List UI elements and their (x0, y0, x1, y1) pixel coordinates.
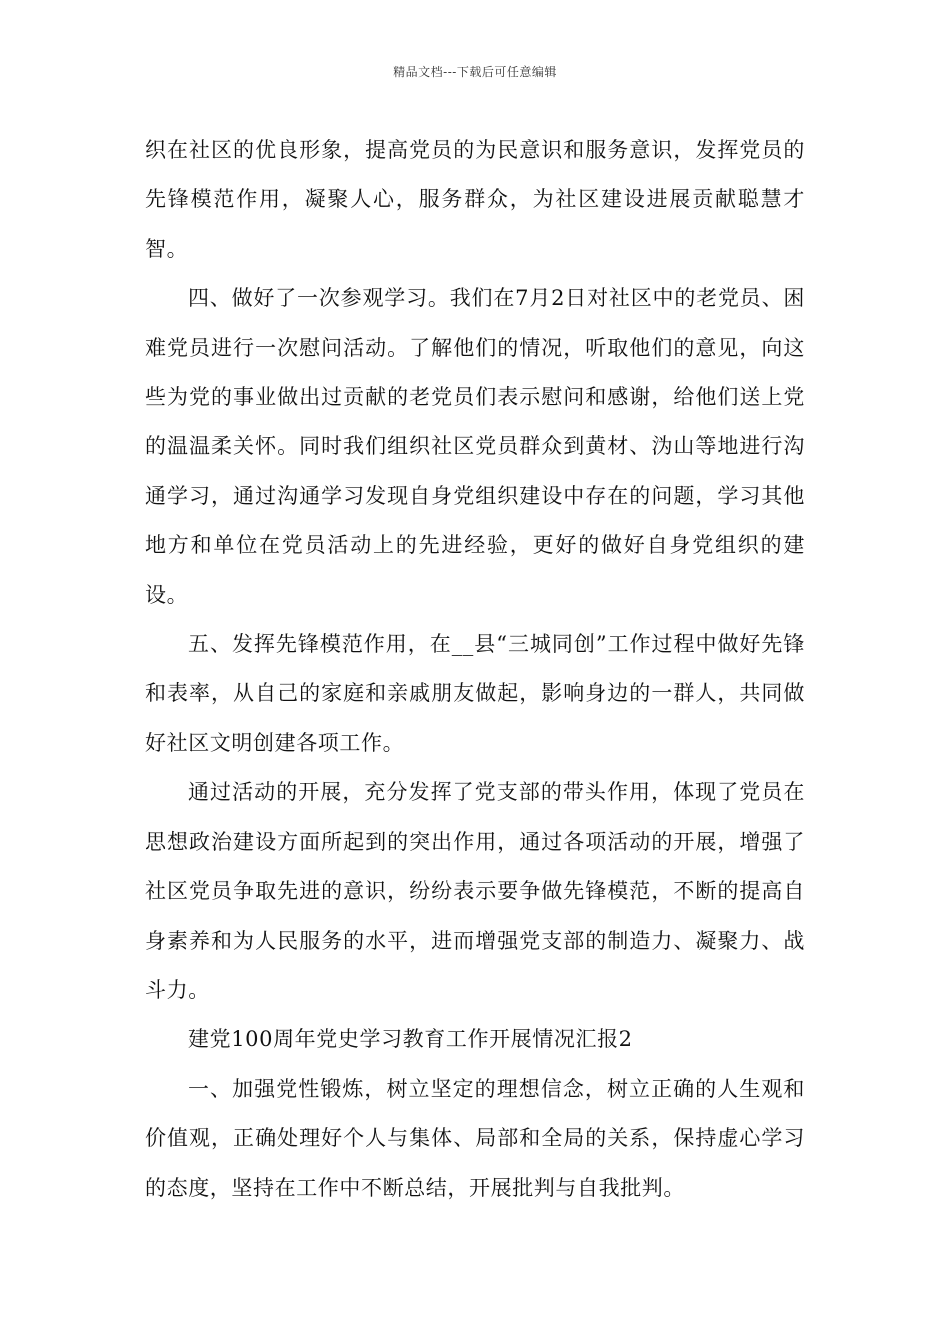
paragraph-continuation: 织在社区的优良形象，提高党员的为民意识和服务意识，发挥党员的先锋模范作用，凝聚人心，服务群众，为社区建设进展贡献聪慧才智。 (145, 138, 805, 261)
paragraph-summary: 通过活动的开展，充分发挥了党支部的带头作用，体现了党员在思想政治建设方面所起到的突出作用，通过各项活动的开展，增强了社区党员争取先进的意识，纷纷表示要争做先锋模范，不断的提高自身素养和为人民服务的水平，进而增强党支部的制造力、凝聚力、战斗力。 (145, 780, 805, 1002)
paragraph-item-five: 五、发挥先锋模范作用，在__县“三城同创”工作过程中做好先锋和表率，从自己的家庭和亲戚朋友做起，影响身边的一群人，共同做好社区文明创建各项工作。 (145, 632, 805, 755)
page-header: 精品文档---下载后可任意编辑 (393, 65, 557, 79)
document-body (145, 126, 805, 1213)
paragraph-item-one: 一、加强党性锻炼，树立坚定的理想信念，树立正确的人生观和价值观，正确处理好个人与集体、局部和全局的关系，保持虚心学习的态度，坚持在工作中不断总结，开展批判与自我批判。 (145, 1076, 805, 1200)
paragraph-item-four: 四、做好了一次参观学习。我们在7月2日对社区中的老党员、困难党员进行一次慰问活动。了解他们的情况，听取他们的意见，向这些为党的事业做出过贡献的老党员们表示慰问和感谢，给他们送上党的温温柔关怀。同时我们组织社区党员群众到黄材、沩山等地进行沟通学习，通过沟通学习发现自身党组织建设中存在的问题，学习其他地方和单位在党员活动上的先进经验，更好的做好自身党组织的建设。 (145, 286, 805, 607)
section-title: 建党100周年党史学习教育工作开展情况汇报2 (188, 1027, 633, 1052)
